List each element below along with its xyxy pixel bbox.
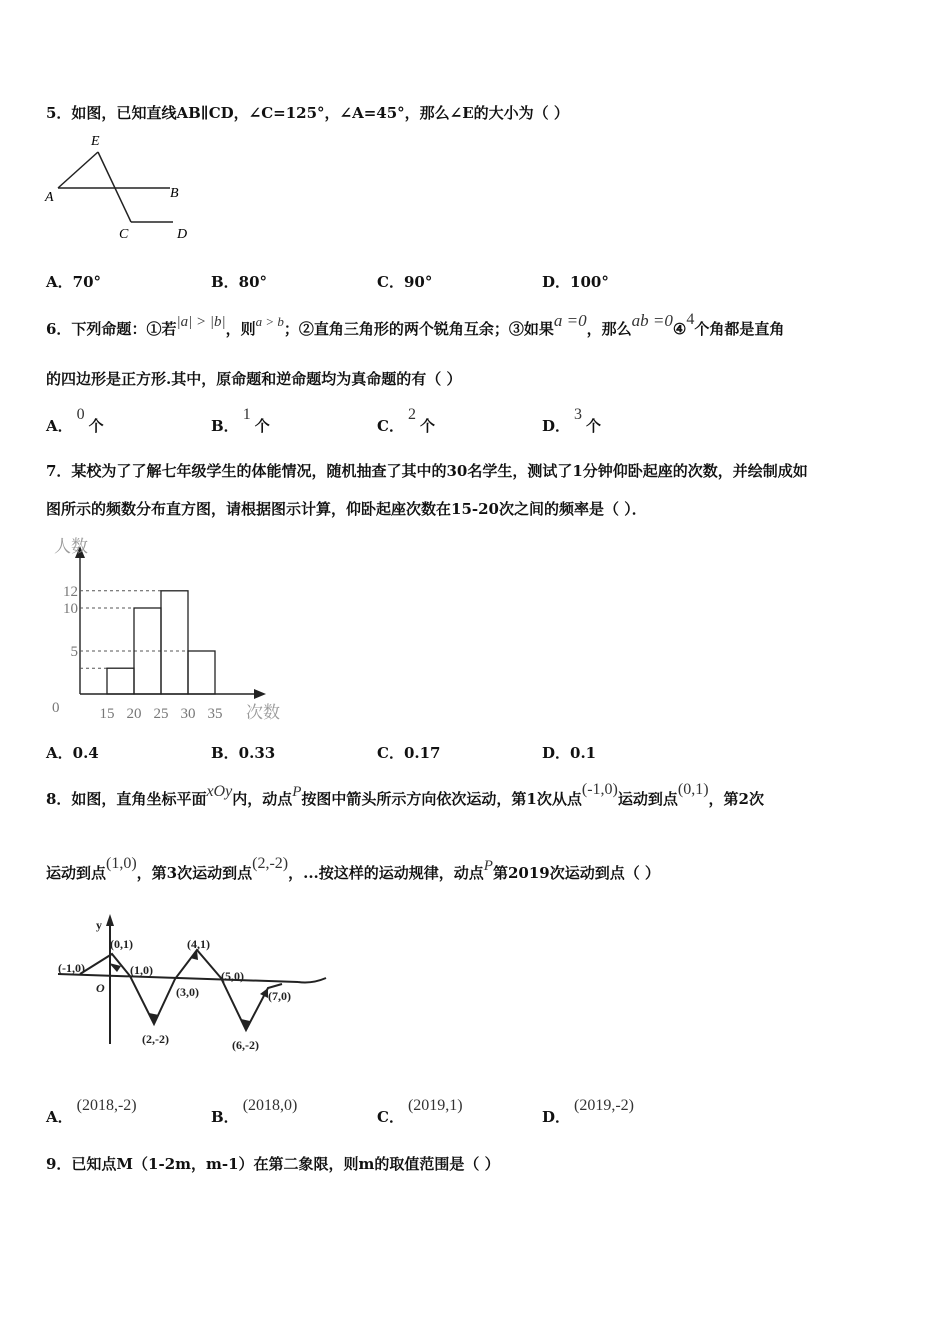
q5-figure <box>40 130 200 242</box>
q6-stem-line1: 6．下列命题：①若|a| > |b|，则a > b；②直角三角形的两个锐角互余；③如果a =0，那么ab =0④4个角都是直角 <box>46 311 785 338</box>
q6-option-a[interactable]: A．0个 <box>46 406 104 435</box>
point-label-1-0: (1,0) <box>130 963 153 977</box>
x-tick-label: 20 <box>126 706 142 722</box>
q6-stem-line2: 的四边形是正方形.其中，原命题和逆命题均为真命题的有（ ） <box>46 370 462 388</box>
x-tick-label: 30 <box>180 706 196 722</box>
label-A: A <box>45 190 54 205</box>
q8-option-b[interactable]: B．(2018,0) <box>211 1097 298 1126</box>
q7-option-c[interactable]: C．0.17 <box>377 744 441 762</box>
q7-option-d[interactable]: D．0.1 <box>542 744 597 762</box>
point-label-6-m2: (6,-2) <box>232 1038 259 1052</box>
point-label-3-0: (3,0) <box>176 985 199 999</box>
x-axis-label: 次数 <box>246 703 280 722</box>
origin-o-label: O <box>96 981 105 995</box>
q7-histogram <box>40 532 300 727</box>
q6-option-b[interactable]: B．1个 <box>211 406 270 435</box>
histogram-bar-30-35 <box>188 651 215 694</box>
label-D: D <box>177 227 188 242</box>
q5-option-b[interactable]: B．80° <box>211 273 268 291</box>
point-label-4-1: (4,1) <box>187 937 210 951</box>
q5-option-a[interactable]: A．70° <box>46 273 102 291</box>
q8-figure <box>50 912 335 1057</box>
y-tick-label: 12 <box>63 583 78 600</box>
q9-stem: 9．已知点M（1-2m，m-1）在第二象限，则m的取值范围是（ ） <box>46 1155 500 1173</box>
x-tick-label: 35 <box>207 706 223 722</box>
q8-stem-line2: 运动到点(1,0)，第3次运动到点(2,-2)，...按这样的运动规律，动点P第2019次运动到点（ ） <box>46 855 660 882</box>
axis-y-label: y <box>96 918 102 932</box>
point-label-7-0: (7,0) <box>268 989 291 1003</box>
y-tick-label: 5 <box>70 644 78 660</box>
q7-option-b[interactable]: B．0.33 <box>211 744 276 762</box>
q6-option-d[interactable]: D．3个 <box>542 406 602 435</box>
q5-option-d[interactable]: D．100° <box>542 273 609 291</box>
label-B: B <box>170 186 179 201</box>
point-label-0-1: (0,1) <box>110 937 133 951</box>
q6-option-c[interactable]: C．2个 <box>377 406 435 435</box>
q7-stem-line1: 7．某校为了了解七年级学生的体能情况，随机抽查了其中的30名学生，测试了1分钟仰卧起座的次数，并绘制成如 <box>46 462 808 480</box>
q8-stem-line1: 8．如图，直角坐标平面xOy内，动点P按图中箭头所示方向依次运动，第1次从点(-1,0)运动到点(0,1)，第2次 <box>46 781 764 808</box>
point-label-5-0: (5,0) <box>221 969 244 983</box>
q5-stem: 5．如图，已知直线AB∥CD，∠C=125°，∠A=45°，那么∠E的大小为（ ） <box>46 104 569 122</box>
histogram-bar-15-20 <box>107 668 134 694</box>
q5-option-c[interactable]: C．90° <box>377 273 433 291</box>
y-tick-label: 10 <box>63 601 78 617</box>
point-label-2-m2: (2,-2) <box>142 1032 169 1046</box>
y-axis-label: 人数 <box>54 537 88 556</box>
x-tick-label: 25 <box>153 706 169 722</box>
q8-option-d[interactable]: D．(2019,-2) <box>542 1097 634 1126</box>
q8-option-a[interactable]: A．(2018,-2) <box>46 1097 137 1126</box>
q7-option-a[interactable]: A．0.4 <box>46 744 99 762</box>
label-E: E <box>91 134 100 149</box>
label-C: C <box>119 227 129 242</box>
q8-option-c[interactable]: C．(2019,1) <box>377 1097 463 1126</box>
origin-label: 0 <box>52 700 60 716</box>
q7-stem-line2: 图所示的频数分布直方图，请根据图示计算，仰卧起座次数在15-20次之间的频率是（ ）． <box>46 500 647 518</box>
point-label-m1-0: (-1,0) <box>58 961 85 975</box>
histogram-bar-25-30 <box>161 591 188 694</box>
x-tick-label: 15 <box>99 706 115 722</box>
